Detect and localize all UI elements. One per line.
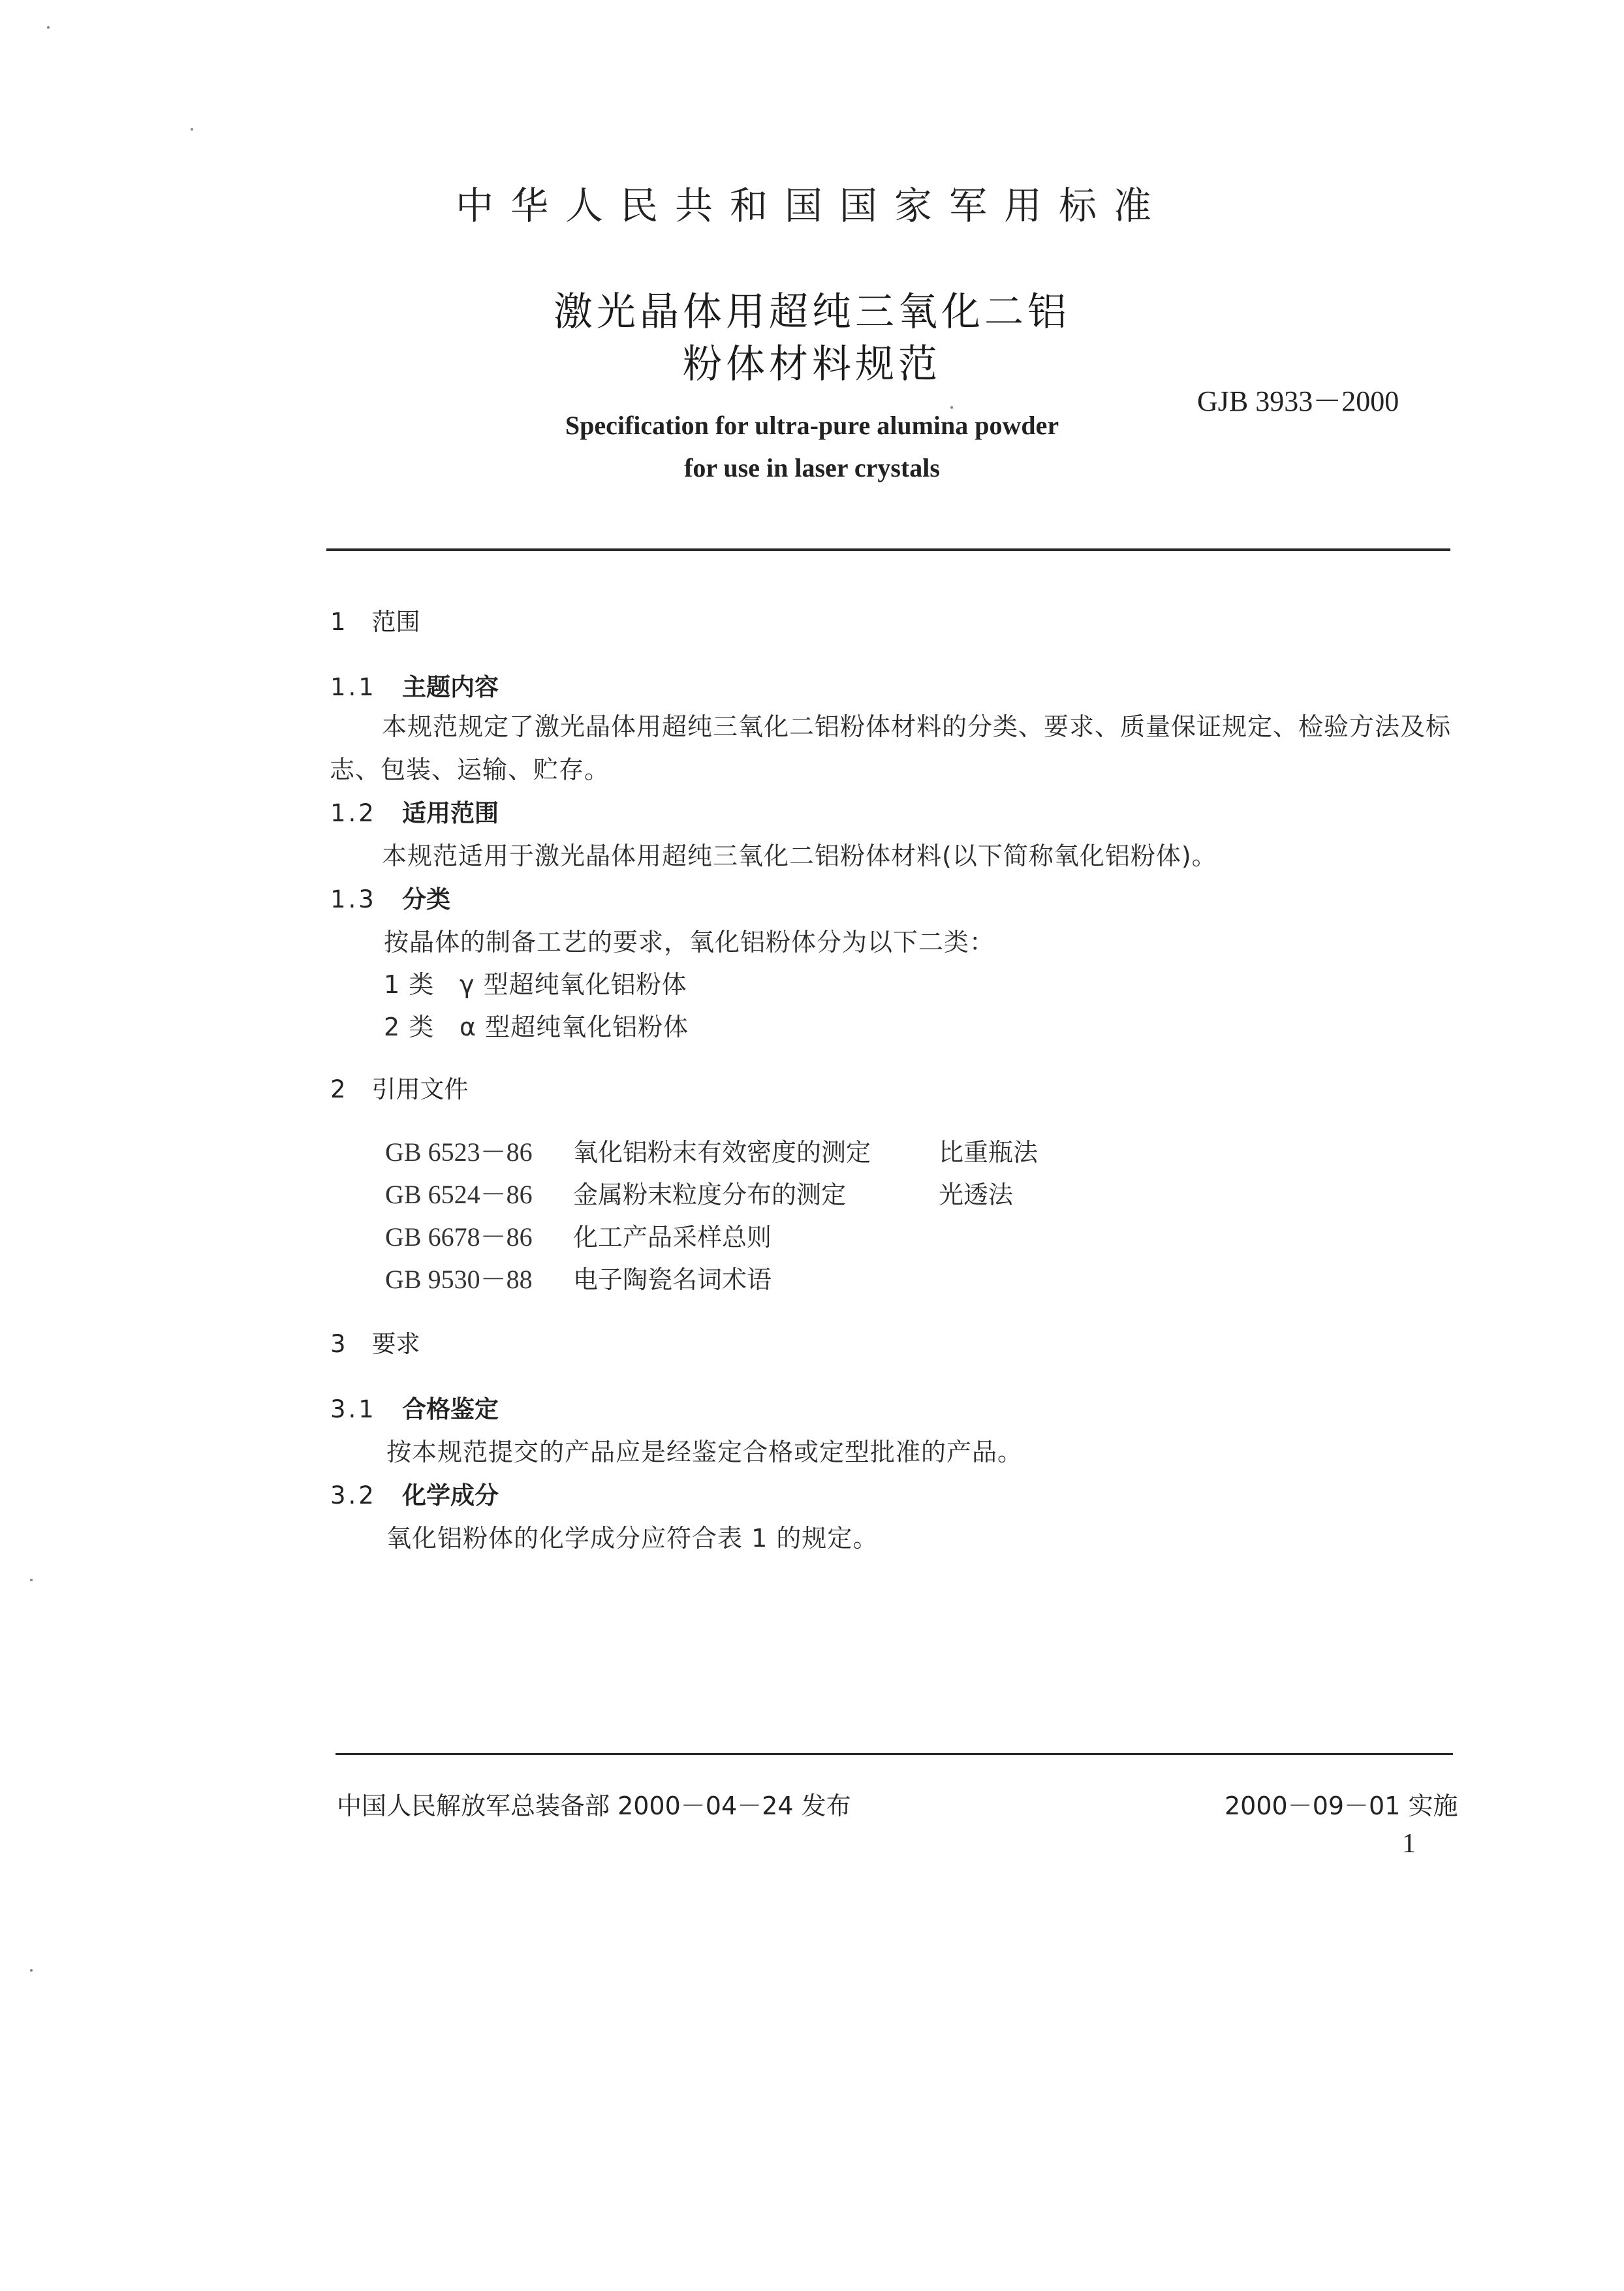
section-title: 要求 — [371, 1330, 420, 1358]
subsection-number: 3.2 — [330, 1481, 377, 1509]
subsection-number: 3.1 — [330, 1395, 377, 1423]
class-label: 2 类 — [384, 1013, 435, 1041]
subsection-number: 1.1 — [330, 673, 377, 701]
scan-speck — [191, 128, 193, 131]
section-3-1-heading — [330, 1389, 499, 1425]
reference-title: 氧化铝粉末有效密度的测定 — [573, 1138, 871, 1167]
standard-body-title: 中华人民共和国国家军用标准 — [455, 183, 1168, 228]
footer-divider — [336, 1753, 1453, 1755]
reference-method: 光透法 — [939, 1180, 1014, 1209]
title-zh-line2: 粉体材料规范 — [683, 341, 941, 387]
section-title: 引用文件 — [371, 1075, 469, 1103]
section-number: 1 — [330, 608, 346, 636]
page-number: 1 — [1402, 1829, 1416, 1859]
reference-code: GB 6524－86 — [385, 1180, 533, 1209]
class-desc: γ 型超纯氧化铝粉体 — [460, 970, 687, 999]
subsection-title: 合格鉴定 — [402, 1395, 499, 1423]
section-3-1-text: 按本规范提交的产品应是经鉴定合格或定型批准的产品。 — [386, 1438, 1023, 1466]
reference-row — [385, 1259, 772, 1296]
issued-by: 中国人民解放军总装备部 2000－04－24 发布 — [337, 1792, 851, 1820]
title-zh-line1: 激光晶体用超纯三氧化二铝 — [554, 289, 1070, 335]
section-1-2-heading — [330, 793, 499, 829]
class-item — [384, 1007, 689, 1043]
subsection-title: 分类 — [402, 885, 450, 913]
section-3-2-text: 氧化铝粉体的化学成分应符合表 1 的规定。 — [386, 1524, 879, 1553]
section-number: 3 — [330, 1330, 346, 1358]
scan-speck — [950, 406, 953, 409]
reference-code: GB 6678－86 — [385, 1222, 533, 1252]
reference-title: 金属粉末粒度分布的测定 — [573, 1180, 847, 1209]
section-1-1-heading — [330, 667, 499, 703]
subsection-number: 1.3 — [330, 885, 377, 913]
subsection-title: 适用范围 — [402, 799, 499, 827]
section-3-2-heading — [330, 1476, 499, 1511]
reference-row — [385, 1174, 1013, 1211]
section-1-3-intro: 按晶体的制备工艺的要求，氧化铝粉体分为以下二类： — [384, 928, 995, 956]
title-en-line1: Specification for ultra-pure alumina powder — [565, 411, 1059, 440]
section-number: 2 — [330, 1075, 346, 1103]
section-2-heading — [330, 1069, 469, 1105]
reference-method: 比重瓶法 — [939, 1138, 1038, 1167]
scan-speck — [47, 26, 50, 29]
reference-row — [385, 1216, 772, 1254]
section-1-3-heading — [330, 879, 450, 915]
scan-speck — [30, 1969, 33, 1972]
section-title: 范围 — [371, 608, 420, 636]
reference-code: GB 9530－88 — [385, 1265, 533, 1294]
reference-title: 化工产品采样总则 — [573, 1223, 772, 1252]
section-3-heading — [330, 1324, 420, 1359]
section-1-2-text: 本规范适用于激光晶体用超纯三氧化二铝粉体材料(以下简称氧化铝粉体)。 — [382, 842, 1217, 870]
class-label: 1 类 — [384, 970, 435, 999]
section-1-heading — [330, 602, 420, 637]
subsection-title: 化学成分 — [402, 1481, 499, 1509]
class-desc: α 型超纯氧化铝粉体 — [460, 1013, 689, 1041]
header-divider — [326, 548, 1450, 551]
standard-code: GJB 3933－2000 — [1197, 385, 1399, 417]
title-en-line2: for use in laser crystals — [684, 453, 940, 482]
reference-code: GB 6523－86 — [385, 1137, 533, 1167]
subsection-title: 主题内容 — [402, 673, 499, 701]
effective-date: 2000－09－01 实施 — [1225, 1792, 1458, 1820]
subsection-number: 1.2 — [330, 799, 377, 827]
class-item — [384, 964, 687, 1000]
reference-title: 电子陶瓷名词术语 — [573, 1265, 772, 1294]
scan-speck — [30, 1579, 33, 1581]
reference-row — [385, 1131, 1038, 1169]
section-1-1-text: 本规范规定了激光晶体用超纯三氧化二铝粉体材料的分类、要求、质量保证规定、检验方法及标志、包装、运输、贮存。 — [330, 712, 1452, 784]
